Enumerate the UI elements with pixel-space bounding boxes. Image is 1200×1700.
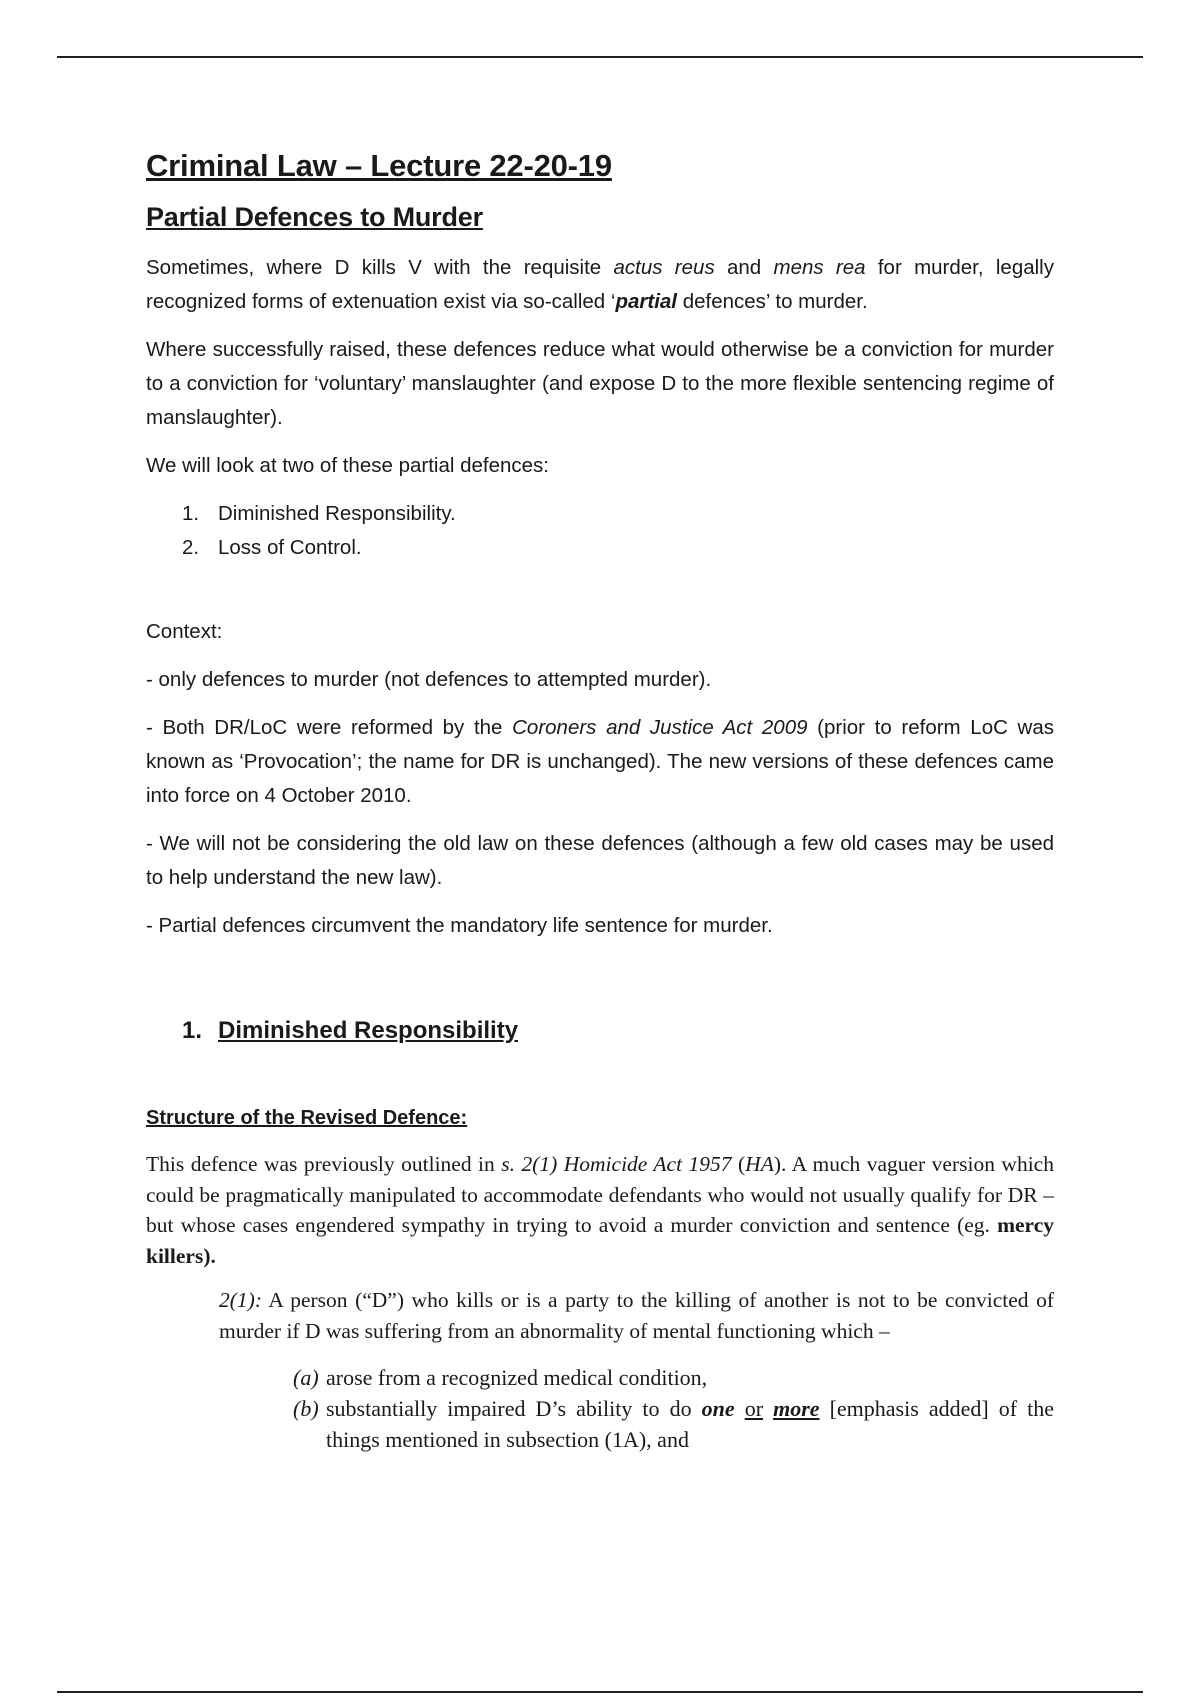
defences-list xyxy=(146,497,1054,565)
context-heading: Context: xyxy=(146,620,223,643)
bottom-rule xyxy=(57,1691,1143,1693)
document-body xyxy=(146,148,1054,1455)
subsection-b: (b) substantially impaired D’s ability to do one or more [emphasis added] of the things mentioned in subsection (1A), and xyxy=(293,1396,1055,1452)
statute-quote: 2(1): A person (“D”) who kills or is a party to the killing of another is not to be convicted of murder if D was suffering from an abnormality of mental functioning which – xyxy=(219,1288,1054,1343)
document-title: Criminal Law – Lecture 22-20-19 xyxy=(146,148,612,183)
document-subtitle: Partial Defences to Murder xyxy=(146,202,483,232)
structure-heading: Structure of the Revised Defence: xyxy=(146,1107,468,1129)
context-point-3: - We will not be considering the old law on these defences (although a few old cases may be used to help understand the new law). xyxy=(146,832,1054,889)
context-point-1: - only defences to murder (not defences to attempted murder). xyxy=(146,668,712,691)
top-rule xyxy=(57,56,1143,58)
context-point-4: - Partial defences circumvent the mandatory life sentence for murder. xyxy=(146,914,773,937)
intro-paragraph-1: Sometimes, where D kills V with the requisite actus reus and mens rea for murder, legally recognized forms of extenuation exist via so-called ‘partial defences’ to murder. xyxy=(146,256,1054,313)
subsection-a: (a) arose from a recognized medical condition, xyxy=(293,1365,708,1390)
homicide-act-paragraph: This defence was previously outlined in s. 2(1) Homicide Act 1957 (HA). A much vaguer version which could be pragmatically manipulated to accommodate defendants who would not usually qualify for DR – but whose cases engendered sympathy in trying to avoid a murder conviction and sentence (eg. mercy killers). xyxy=(146,1152,1054,1268)
list-item: 1. Diminished Responsibility. xyxy=(182,502,456,525)
context-point-2: - Both DR/LoC were reformed by the Coroners and Justice Act 2009 (prior to reform LoC was known as ‘Provocation’; the name for DR is unchanged). The new versions of these defences came into force on 4 October 2010. xyxy=(146,716,1055,807)
section-heading: 1. Diminished Responsibility xyxy=(182,1017,519,1044)
list-item: 2. Loss of Control. xyxy=(182,536,362,559)
intro-paragraph-2: Where successfully raised, these defences reduce what would otherwise be a conviction for murder to a conviction for ‘voluntary’ manslaughter (and expose D to the more flexible sentencing regime of manslaughter). xyxy=(146,338,1054,429)
intro-paragraph-3: We will look at two of these partial defences: xyxy=(146,454,549,477)
statute-subsections xyxy=(293,1362,1054,1455)
